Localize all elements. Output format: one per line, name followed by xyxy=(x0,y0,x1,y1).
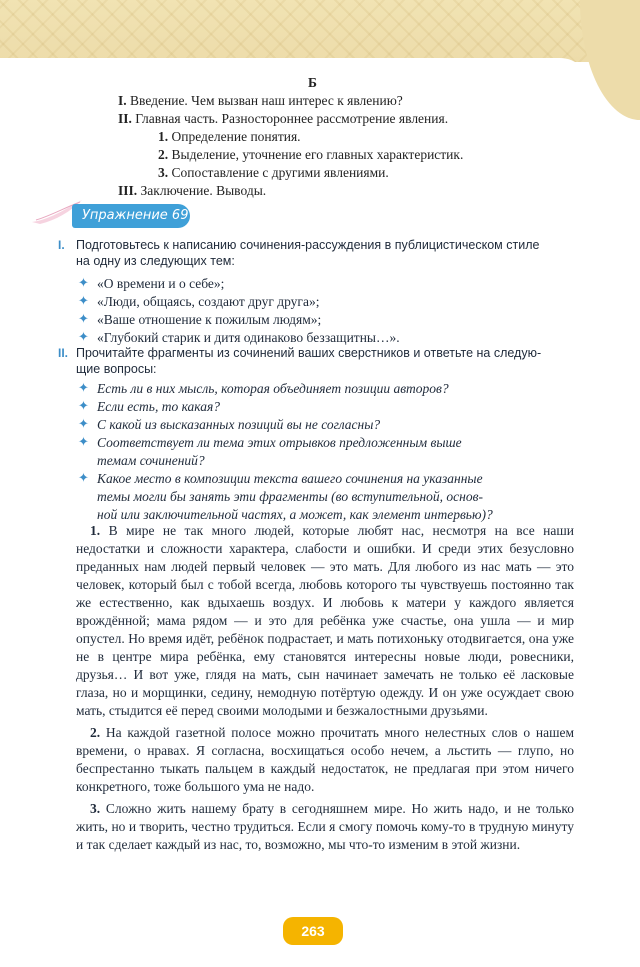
four-point-star-icon: ✦ xyxy=(78,434,89,449)
four-point-star-icon: ✦ xyxy=(78,416,89,431)
four-point-star-icon: ✦ xyxy=(78,380,89,395)
topic-item: «Ваше отношение к пожилым людям»; xyxy=(97,312,322,327)
question-item: Соответствует ли тема этих отрывков предложенным выше xyxy=(97,435,462,450)
plan-item: 2. Выделение, уточнение его главных характеристик. xyxy=(158,147,464,162)
plan-letter: Б xyxy=(308,75,317,90)
four-point-star-icon: ✦ xyxy=(78,398,89,413)
task-number: I. xyxy=(58,238,65,252)
fragments xyxy=(76,522,574,854)
question-item-cont: темы могли бы занять эти фрагменты (во вступительной, основ- xyxy=(97,489,483,504)
page-number: 263 xyxy=(301,923,325,939)
corner-decoration xyxy=(580,0,640,120)
question-item-cont: ной или заключительной частях, а может, как элемент интервью)? xyxy=(97,507,493,522)
fragment-3: 3. Сложно жить нашему брату в сегодняшнем мире. Но жить надо, и не только жить, но и творить, честно трудиться. Если я смогу помочь кому-то в трудную минуту и так сделает каждый из нас, то, возможно, мы что-то изменим в этой жизни. xyxy=(76,801,575,852)
plan-item: 3. Сопоставление с другими явлениями. xyxy=(158,165,389,180)
plan-item: I. Введение. Чем вызван наш интерес к явлению? xyxy=(118,93,403,108)
plan-item: 1. Определение понятия. xyxy=(158,129,301,144)
question-item: Какое место в композиции текста вашего сочинения на указанные xyxy=(97,471,483,486)
header-decoration xyxy=(0,0,640,62)
exercise-title: Упражнение 69 xyxy=(72,204,190,228)
four-point-star-icon: ✦ xyxy=(78,275,89,290)
topic-item: «О времени и о себе»; xyxy=(97,276,225,291)
task-text: Прочитайте фрагменты из сочинений ваших сверстников и ответьте на следую- xyxy=(76,346,542,360)
question-item: С какой из высказанных позиций вы не согласны? xyxy=(97,417,381,432)
page-number-badge xyxy=(283,917,343,945)
plan-item: II. Главная часть. Разностороннее рассмотрение явления. xyxy=(118,111,449,126)
four-point-star-icon: ✦ xyxy=(78,329,89,344)
page-edge xyxy=(0,58,590,88)
task-text: Подготовьтесь к написанию сочинения-рассуждения в публицистическом стиле xyxy=(76,238,540,252)
four-point-star-icon: ✦ xyxy=(78,311,89,326)
topic-item: «Глубокий старик и дитя одинаково беззащитны…». xyxy=(97,330,400,345)
four-point-star-icon: ✦ xyxy=(78,293,89,308)
topic-item: «Люди, общаясь, создают друг друга»; xyxy=(97,294,320,309)
question-item: Есть ли в них мысль, которая объединяет позиции авторов? xyxy=(97,381,449,396)
plan-item: III. Заключение. Выводы. xyxy=(118,183,267,198)
task-number: II. xyxy=(58,346,69,360)
question-item: Если есть, то какая? xyxy=(97,399,221,414)
task-text: на одну из следующих тем: xyxy=(76,253,235,268)
task-text: щие вопросы: xyxy=(76,361,157,376)
fragment-2: 2. На каждой газетной полосе можно прочитать много нелестных слов о нашем времени, о нравах. Я согласна, восхищаться особо нечем, а льстить — глупо, но беспрестанно тыкать пальцем в каждый недостаток, не предлагая при этом ничего конкретного, тоже большого ума не надо. xyxy=(76,725,575,794)
four-point-star-icon: ✦ xyxy=(78,470,89,485)
question-item-cont: темам сочинений? xyxy=(97,453,205,468)
fragment-1: 1. В мире не так много людей, которые любят нас, несмотря на все наши недостатки и сложности характера, слабости и ошибки. И среди этих безусловно преданных нам людей первый человек — это мать. Для любого из нас мать — это человек, который был с тобой всегда, любовь которого ты чувствуешь постоянно так же естественно, как вдыхаешь воздух. И любовь к матери у каждого является врождённой; мама рядом — и это для ребёнка уже счастье, она ушла — и мир опустел. Но время идёт, ребёнок подрастает, и мать потихоньку отодвигается, она уже не в центре мира ребёнка, ему становятся интересны новые люди, ровесники, друзья… И вот уже, глядя на мать, сын начинает замечать не только её ласковые глаза, но и морщинки, седину, немодную потёртую одежду. И он уже осуждает свою мать, стыдится её перед своими молодыми и безжалостными друзьями. xyxy=(76,523,575,718)
